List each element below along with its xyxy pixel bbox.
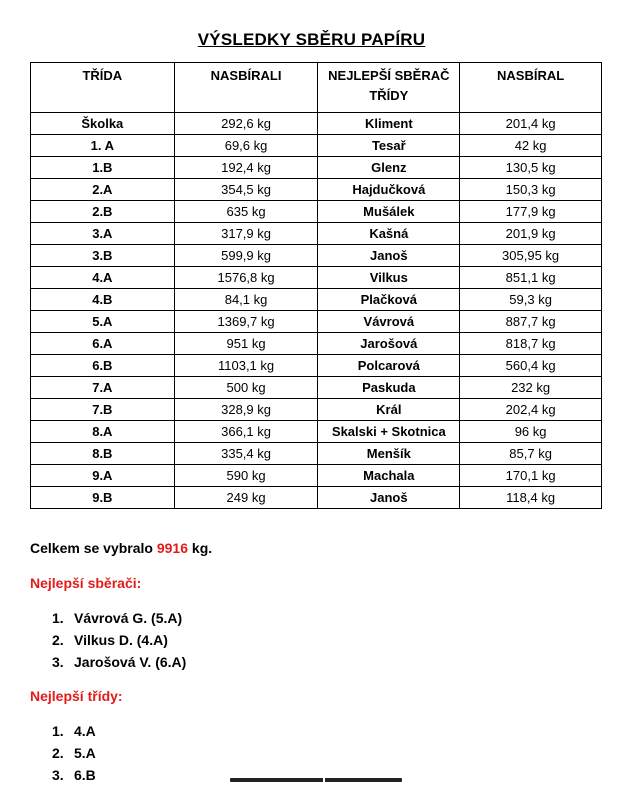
summary-suffix: kg. (188, 540, 213, 556)
cell-best-collector: Jarošová (318, 333, 460, 355)
page-title: VÝSLEDKY SBĚRU PAPÍRU (197, 30, 426, 49)
cell-best-collector: Vávrová (318, 311, 460, 333)
cell-best-collector: Janoš (318, 487, 460, 509)
cell-collected: 590 kg (174, 465, 318, 487)
cell-collected-by-best: 177,9 kg (460, 201, 602, 223)
cell-collected-by-best: 150,3 kg (460, 179, 602, 201)
cell-best-collector: Plačková (318, 289, 460, 311)
best-collectors-list (30, 607, 186, 673)
cell-class: 3.B (31, 245, 175, 267)
cell-collected: 69,6 kg (174, 135, 318, 157)
cell-best-collector: Glenz (318, 157, 460, 179)
table-row (31, 421, 602, 443)
list-item-text: 5.A (74, 745, 96, 761)
cell-collected: 335,4 kg (174, 443, 318, 465)
results-table (30, 62, 602, 509)
cell-collected: 635 kg (174, 201, 318, 223)
table-row (31, 135, 602, 157)
cell-collected: 328,9 kg (174, 399, 318, 421)
cell-collected-by-best: 130,5 kg (460, 157, 602, 179)
table-row (31, 311, 602, 333)
list-item (30, 651, 186, 673)
table-row (31, 245, 602, 267)
table-row (31, 179, 602, 201)
cell-collected: 354,5 kg (174, 179, 318, 201)
cell-best-collector: Machala (318, 465, 460, 487)
table-row (31, 289, 602, 311)
cell-collected: 84,1 kg (174, 289, 318, 311)
table-header-row (31, 63, 602, 113)
cell-best-collector: Hajdučková (318, 179, 460, 201)
total-summary (30, 540, 212, 556)
table-row (31, 465, 602, 487)
cell-class: 5.A (31, 311, 175, 333)
cell-best-collector: Mušálek (318, 201, 460, 223)
list-item-text: Vilkus D. (4.A) (74, 632, 168, 648)
cell-class: 8.B (31, 443, 175, 465)
cell-collected: 317,9 kg (174, 223, 318, 245)
cell-best-collector: Paskuda (318, 377, 460, 399)
list-item (30, 720, 96, 742)
cell-collected-by-best: 560,4 kg (460, 355, 602, 377)
cell-collected-by-best: 232 kg (460, 377, 602, 399)
table-row (31, 399, 602, 421)
cell-class: 3.A (31, 223, 175, 245)
cell-collected: 249 kg (174, 487, 318, 509)
cell-collected-by-best: 201,4 kg (460, 113, 602, 135)
table-row (31, 443, 602, 465)
cell-class: 4.A (31, 267, 175, 289)
cell-collected: 292,6 kg (174, 113, 318, 135)
cell-best-collector: Skalski + Skotnica (318, 421, 460, 443)
header-class: TŘÍDA (31, 63, 175, 113)
cell-class: 9.B (31, 487, 175, 509)
cell-class: 6.B (31, 355, 175, 377)
cell-collected-by-best: 818,7 kg (460, 333, 602, 355)
cell-class: 2.B (31, 201, 175, 223)
cell-collected-by-best: 851,1 kg (460, 267, 602, 289)
cell-collected: 366,1 kg (174, 421, 318, 443)
header-best-collector: NEJLEPŠÍ SBĚRAČ TŘÍDY (318, 63, 460, 113)
header-collected: NASBÍRALI (174, 63, 318, 113)
cell-class: 8.A (31, 421, 175, 443)
cell-collected: 599,9 kg (174, 245, 318, 267)
cell-best-collector: Menšík (318, 443, 460, 465)
table-row (31, 201, 602, 223)
table-row (31, 157, 602, 179)
list-item (30, 742, 96, 764)
cell-class: 2.A (31, 179, 175, 201)
cell-collected: 1576,8 kg (174, 267, 318, 289)
cell-class: 1.B (31, 157, 175, 179)
best-classes-heading: Nejlepší třídy: (30, 688, 123, 704)
cell-best-collector: Vilkus (318, 267, 460, 289)
cell-collected-by-best: 887,7 kg (460, 311, 602, 333)
cell-best-collector: Polcarová (318, 355, 460, 377)
cell-collected: 1369,7 kg (174, 311, 318, 333)
list-item-text: Jarošová V. (6.A) (74, 654, 187, 670)
summary-prefix: Celkem se vybralo (30, 540, 157, 556)
cell-best-collector: Tesař (318, 135, 460, 157)
cell-best-collector: Janoš (318, 245, 460, 267)
cell-collected-by-best: 96 kg (460, 421, 602, 443)
cell-class: Školka (31, 113, 175, 135)
cell-collected-by-best: 201,9 kg (460, 223, 602, 245)
cell-best-collector: Kašná (318, 223, 460, 245)
list-item-number: 3. (52, 654, 64, 670)
list-item-text: 6.B (74, 767, 96, 783)
list-item-number: 1. (52, 610, 64, 626)
list-item (30, 629, 186, 651)
cell-best-collector: Král (318, 399, 460, 421)
cell-collected: 1103,1 kg (174, 355, 318, 377)
list-item-text: 4.A (74, 723, 96, 739)
list-item-text: Vávrová G. (5.A) (74, 610, 183, 626)
best-collectors-heading: Nejlepší sběrači: (30, 575, 142, 591)
cell-collected: 192,4 kg (174, 157, 318, 179)
list-item-number: 2. (52, 745, 64, 761)
cell-collected-by-best: 118,4 kg (460, 487, 602, 509)
summary-total: 9916 (156, 540, 189, 556)
horizontal-scrollbar[interactable] (230, 778, 402, 782)
cell-class: 4.B (31, 289, 175, 311)
cell-class: 6.A (31, 333, 175, 355)
cell-collected-by-best: 42 kg (460, 135, 602, 157)
list-item-number: 1. (52, 723, 64, 739)
cell-best-collector: Kliment (318, 113, 460, 135)
table-row (31, 333, 602, 355)
table-row (31, 223, 602, 245)
table-row (31, 355, 602, 377)
cell-collected-by-best: 85,7 kg (460, 443, 602, 465)
best-classes-list (30, 720, 96, 786)
cell-collected-by-best: 170,1 kg (460, 465, 602, 487)
cell-class: 7.A (31, 377, 175, 399)
cell-collected: 951 kg (174, 333, 318, 355)
list-item (30, 764, 96, 786)
list-item-number: 3. (52, 767, 64, 783)
cell-class: 9.A (31, 465, 175, 487)
cell-collected-by-best: 59,3 kg (460, 289, 602, 311)
table-row (31, 267, 602, 289)
table-body (31, 113, 602, 509)
cell-class: 1. A (31, 135, 175, 157)
list-item-number: 2. (52, 632, 64, 648)
list-item (30, 607, 186, 629)
cell-class: 7.B (31, 399, 175, 421)
cell-collected-by-best: 202,4 kg (460, 399, 602, 421)
table-row (31, 487, 602, 509)
cell-collected: 500 kg (174, 377, 318, 399)
header-collected-by-best: NASBÍRAL (460, 63, 602, 113)
table-row (31, 377, 602, 399)
cell-collected-by-best: 305,95 kg (460, 245, 602, 267)
table-row (31, 113, 602, 135)
